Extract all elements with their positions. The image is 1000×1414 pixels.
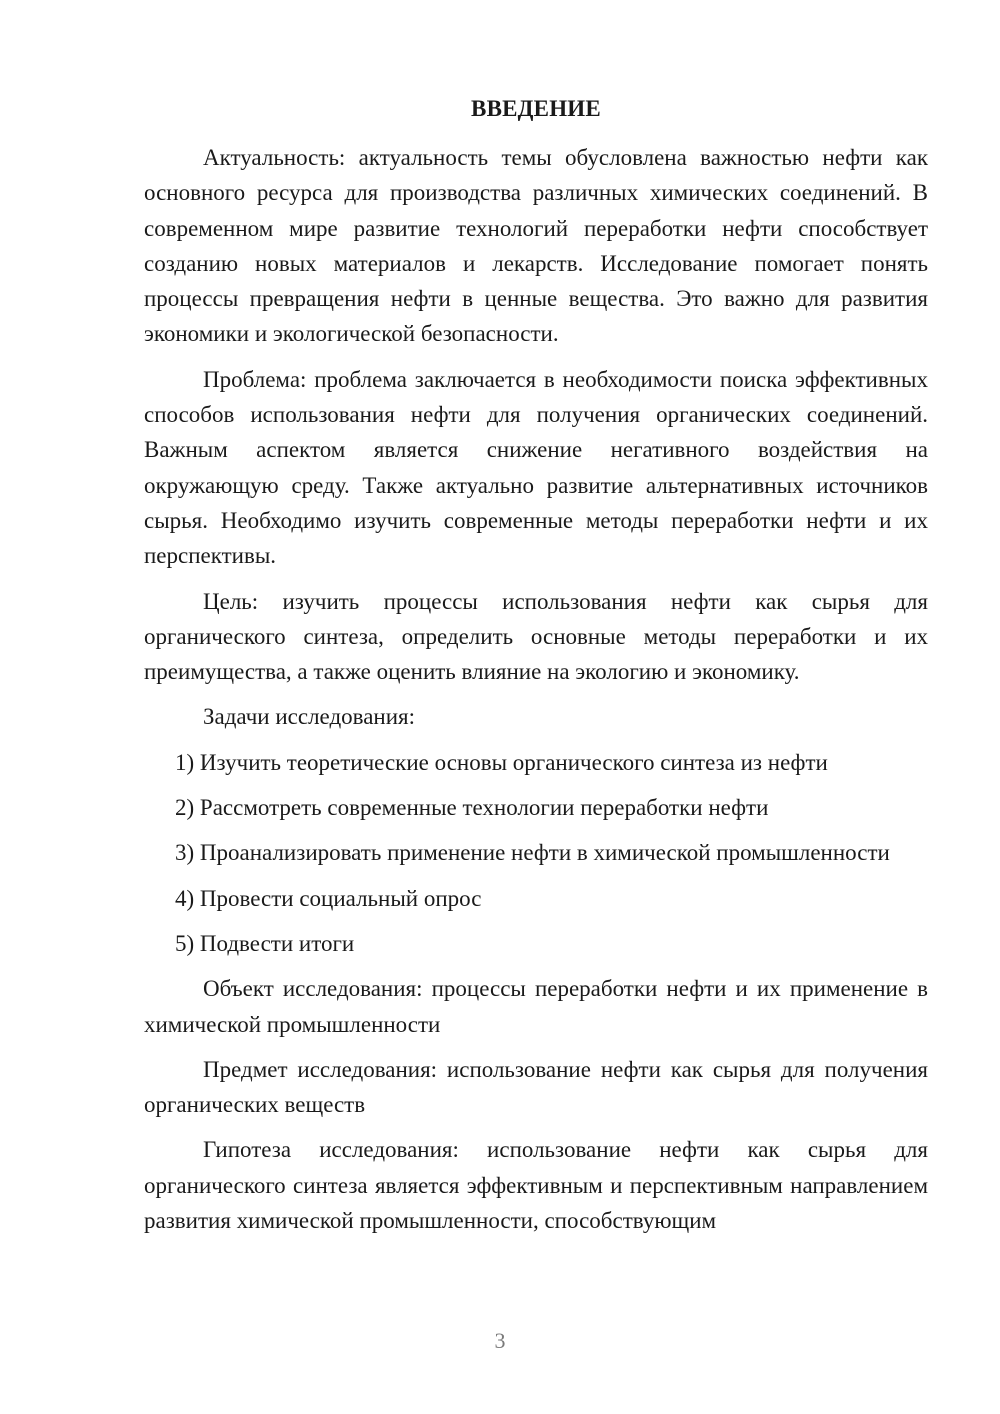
hypothesis-paragraph: Гипотеза исследования: использование нефти как сырья для органического синтеза является эффективным и перспективным направлением развития химической промышленности, способствующим: [144, 1137, 928, 1234]
page-title: ВВЕДЕНИЕ: [471, 96, 601, 121]
task-item: 3) Проанализировать применение нефти в химической промышленности: [175, 840, 890, 866]
object-paragraph: Объект исследования: процессы переработки нефти и их применение в химической промышленности: [144, 976, 928, 1037]
tasks-heading: Задачи исследования:: [203, 704, 416, 730]
task-item: 5) Подвести итоги: [175, 930, 355, 956]
problem-paragraph: Проблема: проблема заключается в необходимости поиска эффективных способов использования нефти для получения органических соединений. Важным аспектом является снижение негативного воздействия на окружающую среду. Также актуально развитие альтернативных источников сырья. Необходимо изучить современные методы переработки нефти и их перспективы.: [144, 366, 928, 569]
goal-paragraph: Цель: изучить процессы использования нефти как сырья для органического синтеза, определить основные методы переработки и их преимущества, а также оценить влияние на экологию и экономику.: [144, 588, 928, 685]
task-item: 1) Изучить теоретические основы органического синтеза из нефти: [175, 749, 828, 775]
subject-paragraph: Предмет исследования: использование нефти как сырья для получения органических веществ: [144, 1056, 928, 1118]
task-item: 2) Рассмотреть современные технологии переработки нефти: [175, 795, 769, 821]
page-number: 3: [494, 1328, 506, 1353]
task-item: 4) Провести социальный опрос: [175, 885, 482, 911]
relevance-paragraph: Актуальность: актуальность темы обусловлена важностью нефти как основного ресурса для производства различных химических соединений. В современном мире развитие технологий переработки нефти способствует созданию новых материалов и лекарств. Исследование помогает понять процессы превращения нефти в ценные вещества. Это важно для развития экономики и экологической безопасности.: [144, 145, 928, 347]
page-content: [144, 90, 928, 1248]
